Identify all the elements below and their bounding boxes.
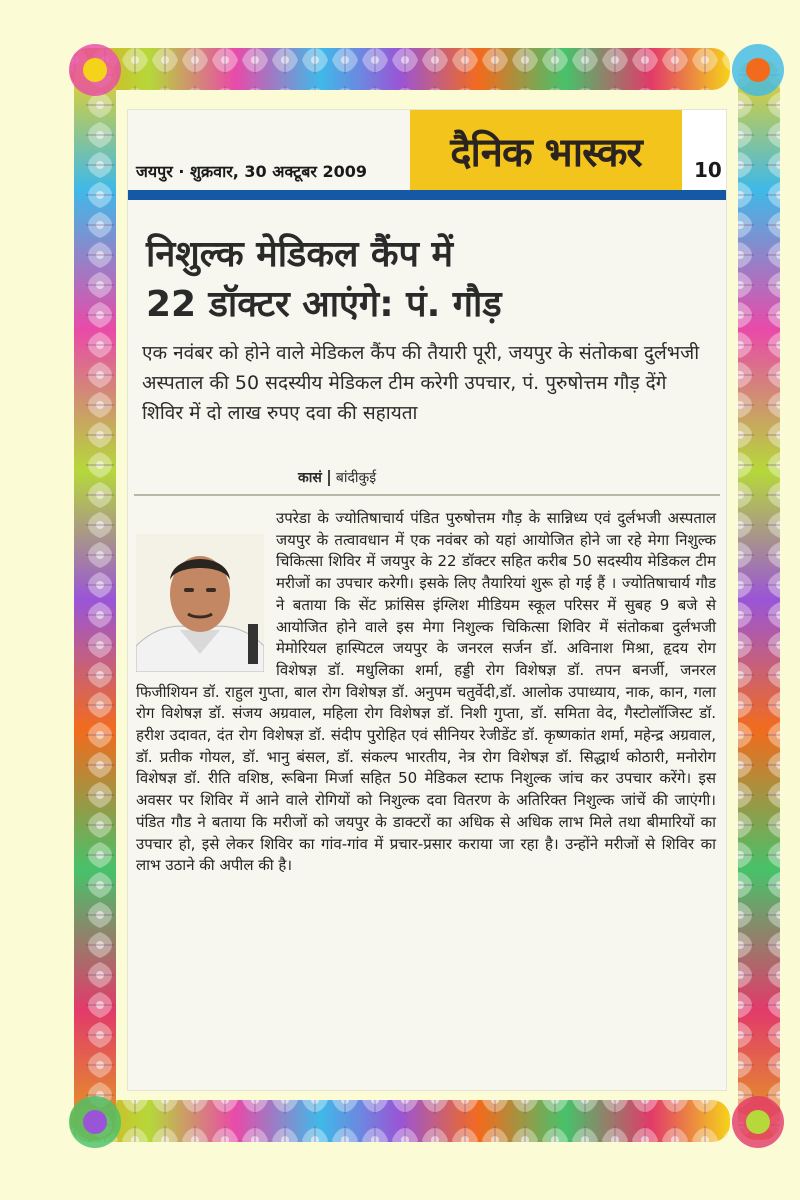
dateline: जयपुर · शुक्रवार, 30 अक्टूबर 2009 (136, 162, 368, 181)
page-number: 10 (694, 158, 722, 182)
article-body-text: उपरेडा के ज्योतिषाचार्य पंडित पुरुषोत्तम गौड़ के सान्निध्य एवं दुर्लभजी अस्पताल जयपुर के तत्वावधान में एक नवंबर को यहां आयोजित होने जा रहे मेगा निशुल्क चिकित्सा शिविर में जयपुर के 22 डॉक्टर सहित करीब 50 सदस्यीय मेडिकल टीम मरीजों का उपचार करेगी। इसके लिए तैयारियां शुरू हो गई हैं । ज्योतिषाचार्य गौड ने बताया कि सेंट फ्रांसिस इंग्लिश मीडियम स्कूल परिसर में सुबह 9 बजे से आयोजित होने वाले इस मेगा निशुल्क चिकित्सा शिविर में संतोकबा दुर्लभजी मेमोरियल हास्पिटल जयपुर के जनरल सर्जन डॉ. अविनाश मिश्रा, हृदय रोग विशेषज्ञ डॉ. मधुलिका शर्मा, हड्डी रोग विशेषज्ञ डॉ. तपन बनर्जी, जनरल फिजीशियन डॉ. राहुल गुप्ता, बाल रोग विशेषज्ञ डॉ. अनुपम चतुर्वेदी,डॉ. आलोक उपाध्याय, नाक, कान, गला रोग विशेषज्ञ डॉ. संजय अग्रवाल, महिला रोग विशेषज्ञ डॉ. निशी गुप्ता, डॉ. समिता वेद, गैस्टोलॉजिस्ट डॉ. हरीश उदावत, दंत रोग विशेषज्ञ डॉ. संदीप पुरोहित एवं सीनियर रेजीडेंट डॉ. कृष्णकांत शर्मा, महेन्द्र अग्रवाल, डॉ. प्रतीक गोयल, डॉ. भानु बंसल, डॉ. संकल्प भारतीय, नेत्र रोग विशेषज्ञ डॉ. सिद्धार्थ कोठारी, मनोरोग विशेषज्ञ डॉ. रीति वशिष्ठ, रूबिना मिर्जा सहित 50 मेडिकल स्टाफ निशुल्क जांच कर उपचार करेंगे। इस अवसर पर शिविर में आने वाले रोगियों को निशुल्क दवा वितरण के अतिरिक्त निशुल्क जांचें की जाएंगी। पंडित गौड ने बताया कि मरीजों को जयपुर के डाक्टरों का अधिक से अधिक लाभ मिले तथा बीमारियों का उपचार हो, इसे लेकर शिविर का गांव-गांव में प्रचार-प्रसार कराया जा रहा है। उन्होंने मरीजों से शिविर का लाभ उठाने की अपील की है। (136, 509, 716, 875)
byline-source: कासं (298, 470, 322, 486)
byline-place: बांदीकुई (328, 470, 376, 486)
subheadline-deck: एक नवंबर को होने वाले मेडिकल कैंप की तैयारी पूरी, जयपुर के संतोकबा दुर्लभजी अस्पताल की 50 सदस्यीय मेडिकल टीम करेगी उपचार, पं. पुरुषोत्तम गौड़ देंगे शिविर में दो लाख रुपए दवा की सहायता (142, 342, 700, 424)
masthead (128, 110, 726, 205)
newspaper-clipping (128, 110, 726, 1090)
byline (298, 468, 376, 487)
portrait-photo (136, 534, 264, 672)
section-divider (134, 494, 720, 496)
headline-line-1: निशुल्क मेडिकल कैंप में (146, 234, 454, 275)
headline-line-2: 22 डॉक्टर आएंगे: पं. गौड़ (146, 284, 502, 325)
article-body-container (136, 508, 716, 877)
portrait-image (136, 534, 264, 672)
masthead-rule (128, 190, 726, 200)
newspaper-logo (410, 110, 682, 190)
newspaper-name: दैनिक भास्कर (450, 129, 642, 176)
headline (146, 230, 706, 330)
